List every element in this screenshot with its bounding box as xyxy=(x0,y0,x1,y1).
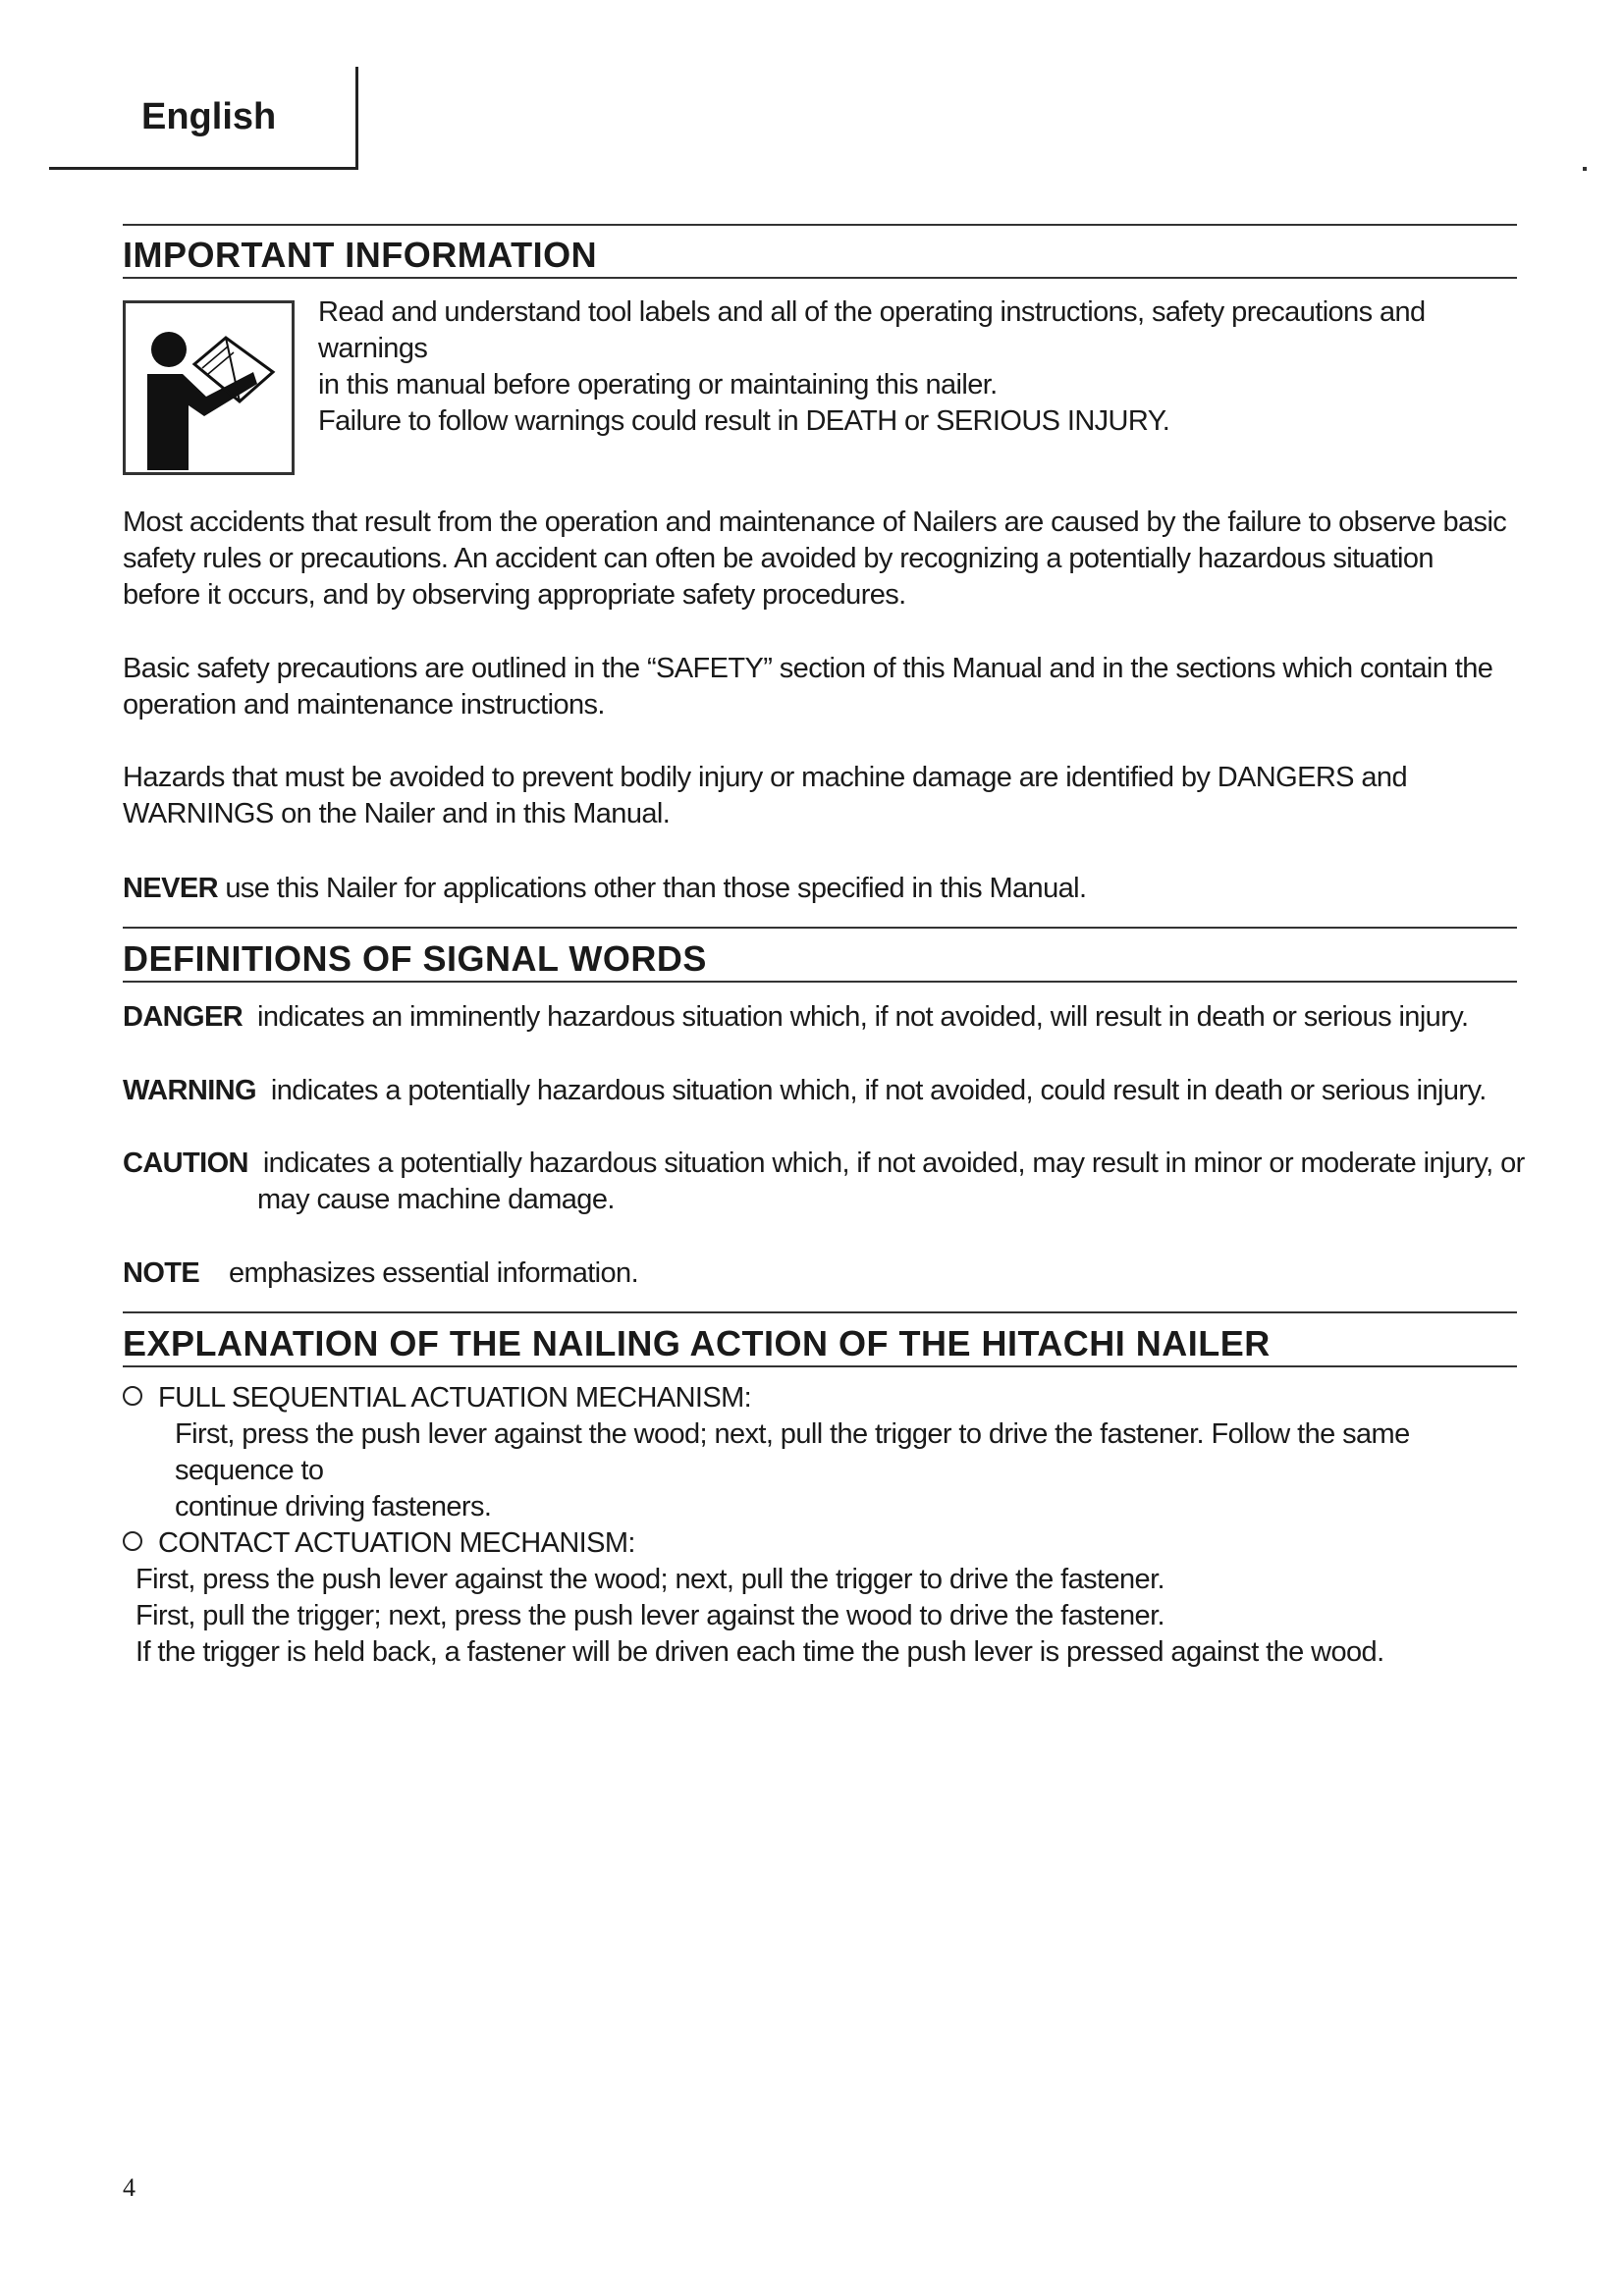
danger-definition xyxy=(123,999,1527,1036)
danger-term: DANGER xyxy=(123,1001,244,1033)
read-manual-pictogram xyxy=(126,303,292,472)
language-label: English xyxy=(141,96,277,137)
contact-heading: CONTACT ACTUATION MECHANISM: xyxy=(158,1527,635,1559)
sequential-heading: FULL SEQUENTIAL ACTUATION MECHANISM: xyxy=(158,1382,752,1414)
circle-bullet-icon xyxy=(123,1531,142,1551)
signal-words-title: DEFINITIONS OF SIGNAL WORDS xyxy=(123,938,707,979)
caution-text-2: may cause machine damage. xyxy=(257,1184,615,1215)
notice-line-2: in this manual before operating or maintaining this nailer. xyxy=(318,369,998,400)
signal-words-heading xyxy=(123,927,1517,983)
note-definition xyxy=(123,1255,1527,1292)
page-number: 4 xyxy=(123,2173,135,2202)
never-statement xyxy=(123,871,1517,907)
stray-dot xyxy=(1583,167,1587,171)
circle-bullet-icon xyxy=(123,1386,142,1406)
warning-text: indicates a potentially hazardous situation which, if not avoided, could result in death or serious injury. xyxy=(270,1075,1487,1106)
contact-line-1: First, press the push lever against the wood; next, pull the trigger to drive the fastener. xyxy=(135,1564,1164,1595)
warning-definition xyxy=(123,1073,1527,1109)
never-term: NEVER xyxy=(123,873,218,904)
contact-line-2: First, pull the trigger; next, press the push lever against the wood to drive the fastener. xyxy=(135,1600,1164,1631)
contact-line-3: If the trigger is held back, a fastener will be driven each time the push lever is pressed against the wood. xyxy=(135,1636,1384,1668)
language-tab xyxy=(49,67,358,170)
sequential-line-2: continue driving fasteners. xyxy=(175,1491,492,1522)
read-manual-icon xyxy=(123,300,295,475)
hazards-paragraph: Hazards that must be avoided to prevent bodily injury or machine damage are identified by DANGERS and WARNINGS on the Nailer and in this Manual. xyxy=(123,762,1407,829)
notice-line-3: Failure to follow warnings could result in DEATH or SERIOUS INJURY. xyxy=(318,405,1170,437)
danger-text: indicates an imminently hazardous situation which, if not avoided, will result in death or serious injury. xyxy=(257,1001,1469,1033)
sequential-line-1: First, press the push lever against the wood; next, pull the trigger to drive the fastener. Follow the same sequence to xyxy=(175,1418,1410,1486)
sequential-mechanism xyxy=(123,1380,1527,1671)
important-information-title: IMPORTANT INFORMATION xyxy=(123,235,598,275)
accidents-paragraph: Most accidents that result from the operation and maintenance of Nailers are caused by the failure to observe basic safety rules or precautions. An accident can often be avoided by recognizing a potentially hazardous situation before it occurs, and by observing appropriate safety procedures. xyxy=(123,507,1507,611)
caution-definition xyxy=(123,1146,1527,1218)
note-text: emphasizes essential information. xyxy=(229,1257,639,1289)
notice-line-1: Read and understand tool labels and all of the operating instructions, safety precautions and warnings xyxy=(318,296,1426,364)
warning-term: WARNING xyxy=(123,1075,256,1106)
explanation-heading xyxy=(123,1311,1517,1367)
important-information-heading xyxy=(123,224,1517,279)
note-term: NOTE xyxy=(123,1257,200,1289)
caution-text-1: indicates a potentially hazardous situation which, if not avoided, may result in minor or moderate injury, or xyxy=(262,1148,1525,1179)
important-notice xyxy=(318,294,1526,440)
safety-precautions-paragraph: Basic safety precautions are outlined in the “SAFETY” section of this Manual and in the sections which contain the operation and maintenance instructions. xyxy=(123,653,1493,721)
explanation-title: EXPLANATION OF THE NAILING ACTION OF THE HITACHI NAILER xyxy=(123,1323,1271,1363)
caution-term: CAUTION xyxy=(123,1148,248,1179)
never-text: use this Nailer for applications other than those specified in this Manual. xyxy=(217,873,1087,904)
